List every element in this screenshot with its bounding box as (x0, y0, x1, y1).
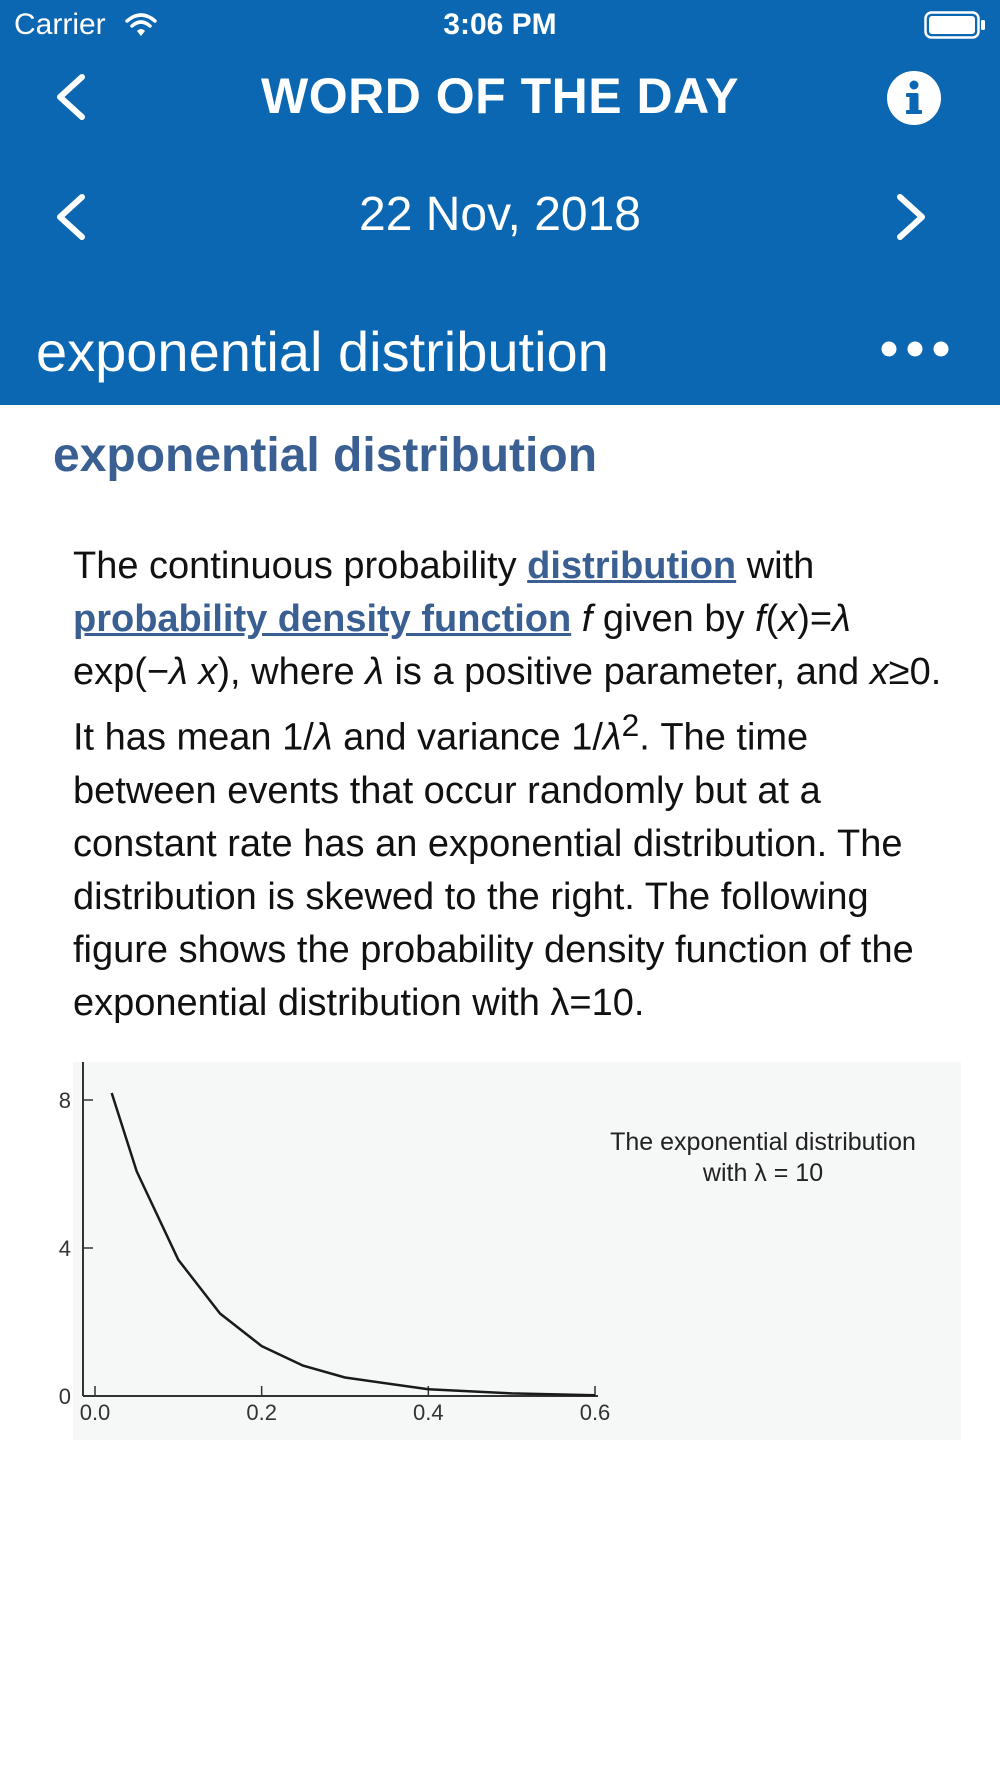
definition-segment: The continuous probability (73, 545, 528, 587)
math-symbol: λ (313, 716, 333, 759)
more-options-icon[interactable] (878, 338, 952, 360)
definition-segment (188, 651, 199, 693)
current-date: 22 Nov, 2018 (359, 188, 641, 241)
chart-layer (59, 1062, 611, 1425)
word-title: exponential distribution (36, 320, 609, 383)
definition-segment: with (736, 545, 815, 587)
x-tick-label: 0.2 (246, 1400, 277, 1425)
definition-segment: )= (797, 598, 833, 640)
math-symbol: λ (602, 716, 622, 759)
word-title-row (0, 310, 1000, 390)
definition-segment: is a positive parameter, and (383, 651, 870, 693)
info-icon[interactable] (886, 70, 942, 126)
date-navigator (0, 175, 1000, 255)
math-symbol: x (778, 598, 798, 640)
math-symbol: f (581, 598, 593, 640)
definition-segment: ( (765, 598, 779, 640)
definition-segment: and variance 1/ (332, 716, 603, 759)
x-tick-label: 0.4 (413, 1400, 444, 1425)
distribution-link[interactable]: distribution (527, 545, 737, 587)
probability-density-function-link[interactable]: probability density function (73, 598, 572, 640)
definition-text (73, 540, 953, 1030)
status-time: 3:06 PM (443, 8, 557, 41)
y-tick-label: 0 (58, 1384, 71, 1409)
page-title: WORD OF THE DAY (261, 68, 739, 124)
x-tick-label: 0.0 (79, 1400, 111, 1425)
app-header (0, 0, 1000, 405)
y-tick-label: 4 (58, 1236, 71, 1261)
definition-segment: ), where (217, 651, 366, 693)
math-symbol: λ (365, 651, 384, 693)
figure-caption-line1: The exponential distribution (610, 1128, 916, 1156)
next-day-chevron-icon[interactable] (888, 191, 934, 243)
battery-icon (924, 11, 986, 39)
superscript: 2 (621, 707, 640, 743)
math-symbol: λ (832, 598, 851, 640)
carrier-label: Carrier (14, 8, 106, 41)
math-symbol: f (755, 598, 766, 640)
definition-segment: given by (592, 598, 756, 640)
entry-headword: exponential distribution (53, 429, 598, 482)
x-tick-label: 0.6 (579, 1400, 611, 1425)
y-tick-label: 8 (58, 1088, 71, 1113)
figure-exponential-distribution (58, 1062, 961, 1440)
status-bar (0, 0, 1000, 50)
math-symbol: x (198, 651, 218, 693)
definition-segment: . The time between events that occur randomly but at a constant rate has an exponential distribution. The distribution is skewed to the right. The following figure shows the probability density function of the exponential distribution with λ=10. (73, 716, 914, 1024)
math-symbol: λ (169, 651, 188, 693)
definition-segment (571, 598, 582, 640)
figure-caption-line2: with λ = 10 (702, 1159, 824, 1187)
nav-bar (0, 55, 1000, 135)
pdf-curve (112, 1093, 595, 1395)
figure-caption (593, 1127, 933, 1189)
definition-segment: exp(− (73, 651, 170, 693)
math-symbol: x (869, 651, 889, 693)
definition-segment: ≥0. It has mean 1/ (73, 651, 942, 759)
pdf-chart (58, 1062, 633, 1440)
